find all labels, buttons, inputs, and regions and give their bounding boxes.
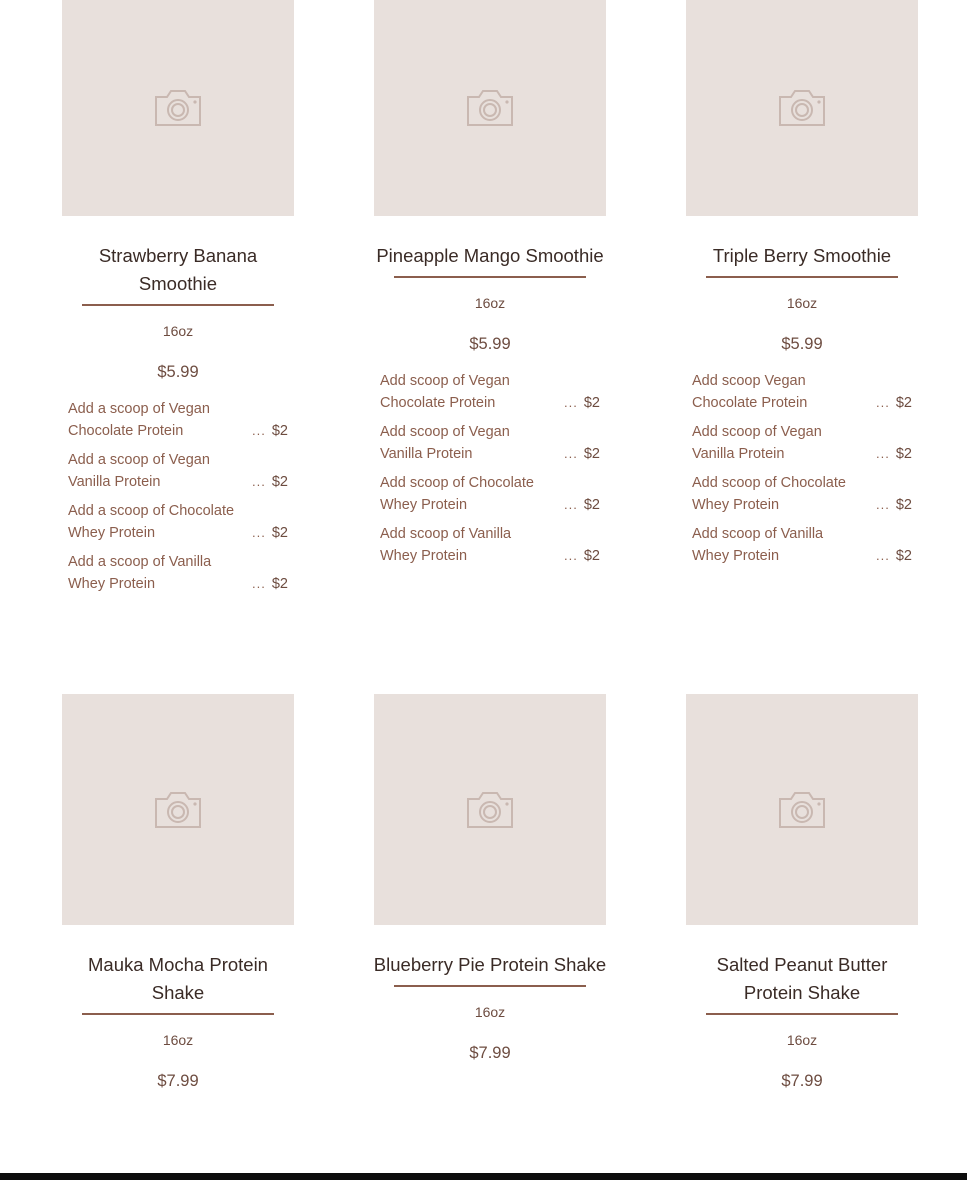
item-price: $5.99 <box>469 335 511 353</box>
menu-item-mauka-mocha[interactable] <box>62 694 294 1092</box>
menu-item-salted-peanut-butter[interactable] <box>686 694 918 1092</box>
addon-price: $2 <box>271 576 288 592</box>
addon-dots: ... <box>876 548 890 563</box>
addon-row <box>68 551 288 595</box>
camera-icon <box>465 88 515 128</box>
title-divider <box>706 1013 898 1015</box>
addon-row <box>692 421 912 465</box>
addon-dots: ... <box>564 548 578 563</box>
camera-icon <box>153 88 203 128</box>
item-title: Pineapple Mango Smoothie <box>376 245 604 266</box>
item-photo-placeholder[interactable] <box>374 694 606 925</box>
addon-price: $2 <box>583 497 600 513</box>
addon-dots: ... <box>876 497 890 512</box>
menu-item-triple-berry[interactable] <box>686 0 918 574</box>
addon-list <box>686 370 918 567</box>
addon-label: Add scoop Vegan Chocolate Protein <box>692 373 808 411</box>
addon-price: $2 <box>583 395 600 411</box>
addon-row <box>692 523 912 567</box>
addon-price: $2 <box>271 474 288 490</box>
addon-label: Add a scoop of Vanilla Whey Protein <box>68 554 212 592</box>
addon-dots: ... <box>252 525 266 540</box>
addon-price: $2 <box>895 497 912 513</box>
addon-label: Add scoop of Vegan Vanilla Protein <box>692 424 822 462</box>
addon-row <box>68 449 288 493</box>
addon-label: Add scoop of Vegan Vanilla Protein <box>380 424 510 462</box>
item-title: Mauka Mocha Protein Shake <box>88 954 268 1003</box>
addon-dots: ... <box>252 576 266 591</box>
addon-row <box>380 421 600 465</box>
addon-row <box>68 398 288 442</box>
addon-price: $2 <box>895 395 912 411</box>
addon-row <box>380 370 600 414</box>
addon-price: $2 <box>895 446 912 462</box>
addon-row <box>68 500 288 544</box>
addon-row <box>380 472 600 516</box>
addon-label: Add a scoop of Chocolate Whey Protein <box>68 503 235 541</box>
title-divider <box>706 276 898 278</box>
addon-dots: ... <box>876 446 890 461</box>
addon-list <box>374 370 606 567</box>
item-photo-placeholder[interactable] <box>62 694 294 925</box>
addon-price: $2 <box>583 548 600 564</box>
camera-icon <box>153 790 203 830</box>
title-divider <box>82 1013 274 1015</box>
item-photo-placeholder[interactable] <box>686 0 918 216</box>
item-size: 16oz <box>162 323 194 339</box>
item-title: Strawberry Banana Smoothie <box>98 245 258 294</box>
item-price: $7.99 <box>781 1072 823 1090</box>
item-price: $7.99 <box>157 1072 199 1090</box>
item-size: 16oz <box>162 1032 194 1048</box>
item-title: Blueberry Pie Protein Shake <box>373 954 607 975</box>
title-divider <box>394 985 586 987</box>
addon-dots: ... <box>564 446 578 461</box>
addon-row <box>380 523 600 567</box>
item-size: 16oz <box>786 295 818 311</box>
addon-list <box>62 398 294 595</box>
menu-item-strawberry-banana[interactable] <box>62 0 294 602</box>
addon-label: Add scoop of Chocolate Whey Protein <box>380 475 534 513</box>
title-divider <box>82 304 274 306</box>
addon-price: $2 <box>895 548 912 564</box>
menu-item-blueberry-pie[interactable] <box>374 694 606 1064</box>
addon-label: Add a scoop of Vegan Chocolate Protein <box>68 401 210 439</box>
item-photo-placeholder[interactable] <box>374 0 606 216</box>
item-size: 16oz <box>474 1004 506 1020</box>
item-price: $5.99 <box>157 363 199 381</box>
addon-dots: ... <box>252 423 266 438</box>
addon-price: $2 <box>583 446 600 462</box>
addon-label: Add a scoop of Vegan Vanilla Protein <box>68 452 210 490</box>
addon-dots: ... <box>564 395 578 410</box>
item-price: $7.99 <box>469 1044 511 1062</box>
addon-row <box>692 370 912 414</box>
title-divider <box>394 276 586 278</box>
item-size: 16oz <box>786 1032 818 1048</box>
camera-icon <box>777 88 827 128</box>
item-price: $5.99 <box>781 335 823 353</box>
addon-label: Add scoop of Chocolate Whey Protein <box>692 475 846 513</box>
addon-label: Add scoop of Vanilla Whey Protein <box>692 526 824 564</box>
addon-price: $2 <box>271 423 288 439</box>
camera-icon <box>465 790 515 830</box>
addon-price: $2 <box>271 525 288 541</box>
footer-bar <box>0 1173 967 1180</box>
item-title: Triple Berry Smoothie <box>712 245 892 266</box>
camera-icon <box>777 790 827 830</box>
addon-label: Add scoop of Vegan Chocolate Protein <box>380 373 510 411</box>
addon-row <box>692 472 912 516</box>
item-title: Salted Peanut Butter Protein Shake <box>716 954 888 1003</box>
menu-item-pineapple-mango[interactable] <box>374 0 606 574</box>
addon-label: Add scoop of Vanilla Whey Protein <box>380 526 512 564</box>
addon-dots: ... <box>252 474 266 489</box>
item-size: 16oz <box>474 295 506 311</box>
item-photo-placeholder[interactable] <box>686 694 918 925</box>
addon-dots: ... <box>564 497 578 512</box>
item-photo-placeholder[interactable] <box>62 0 294 216</box>
addon-dots: ... <box>876 395 890 410</box>
